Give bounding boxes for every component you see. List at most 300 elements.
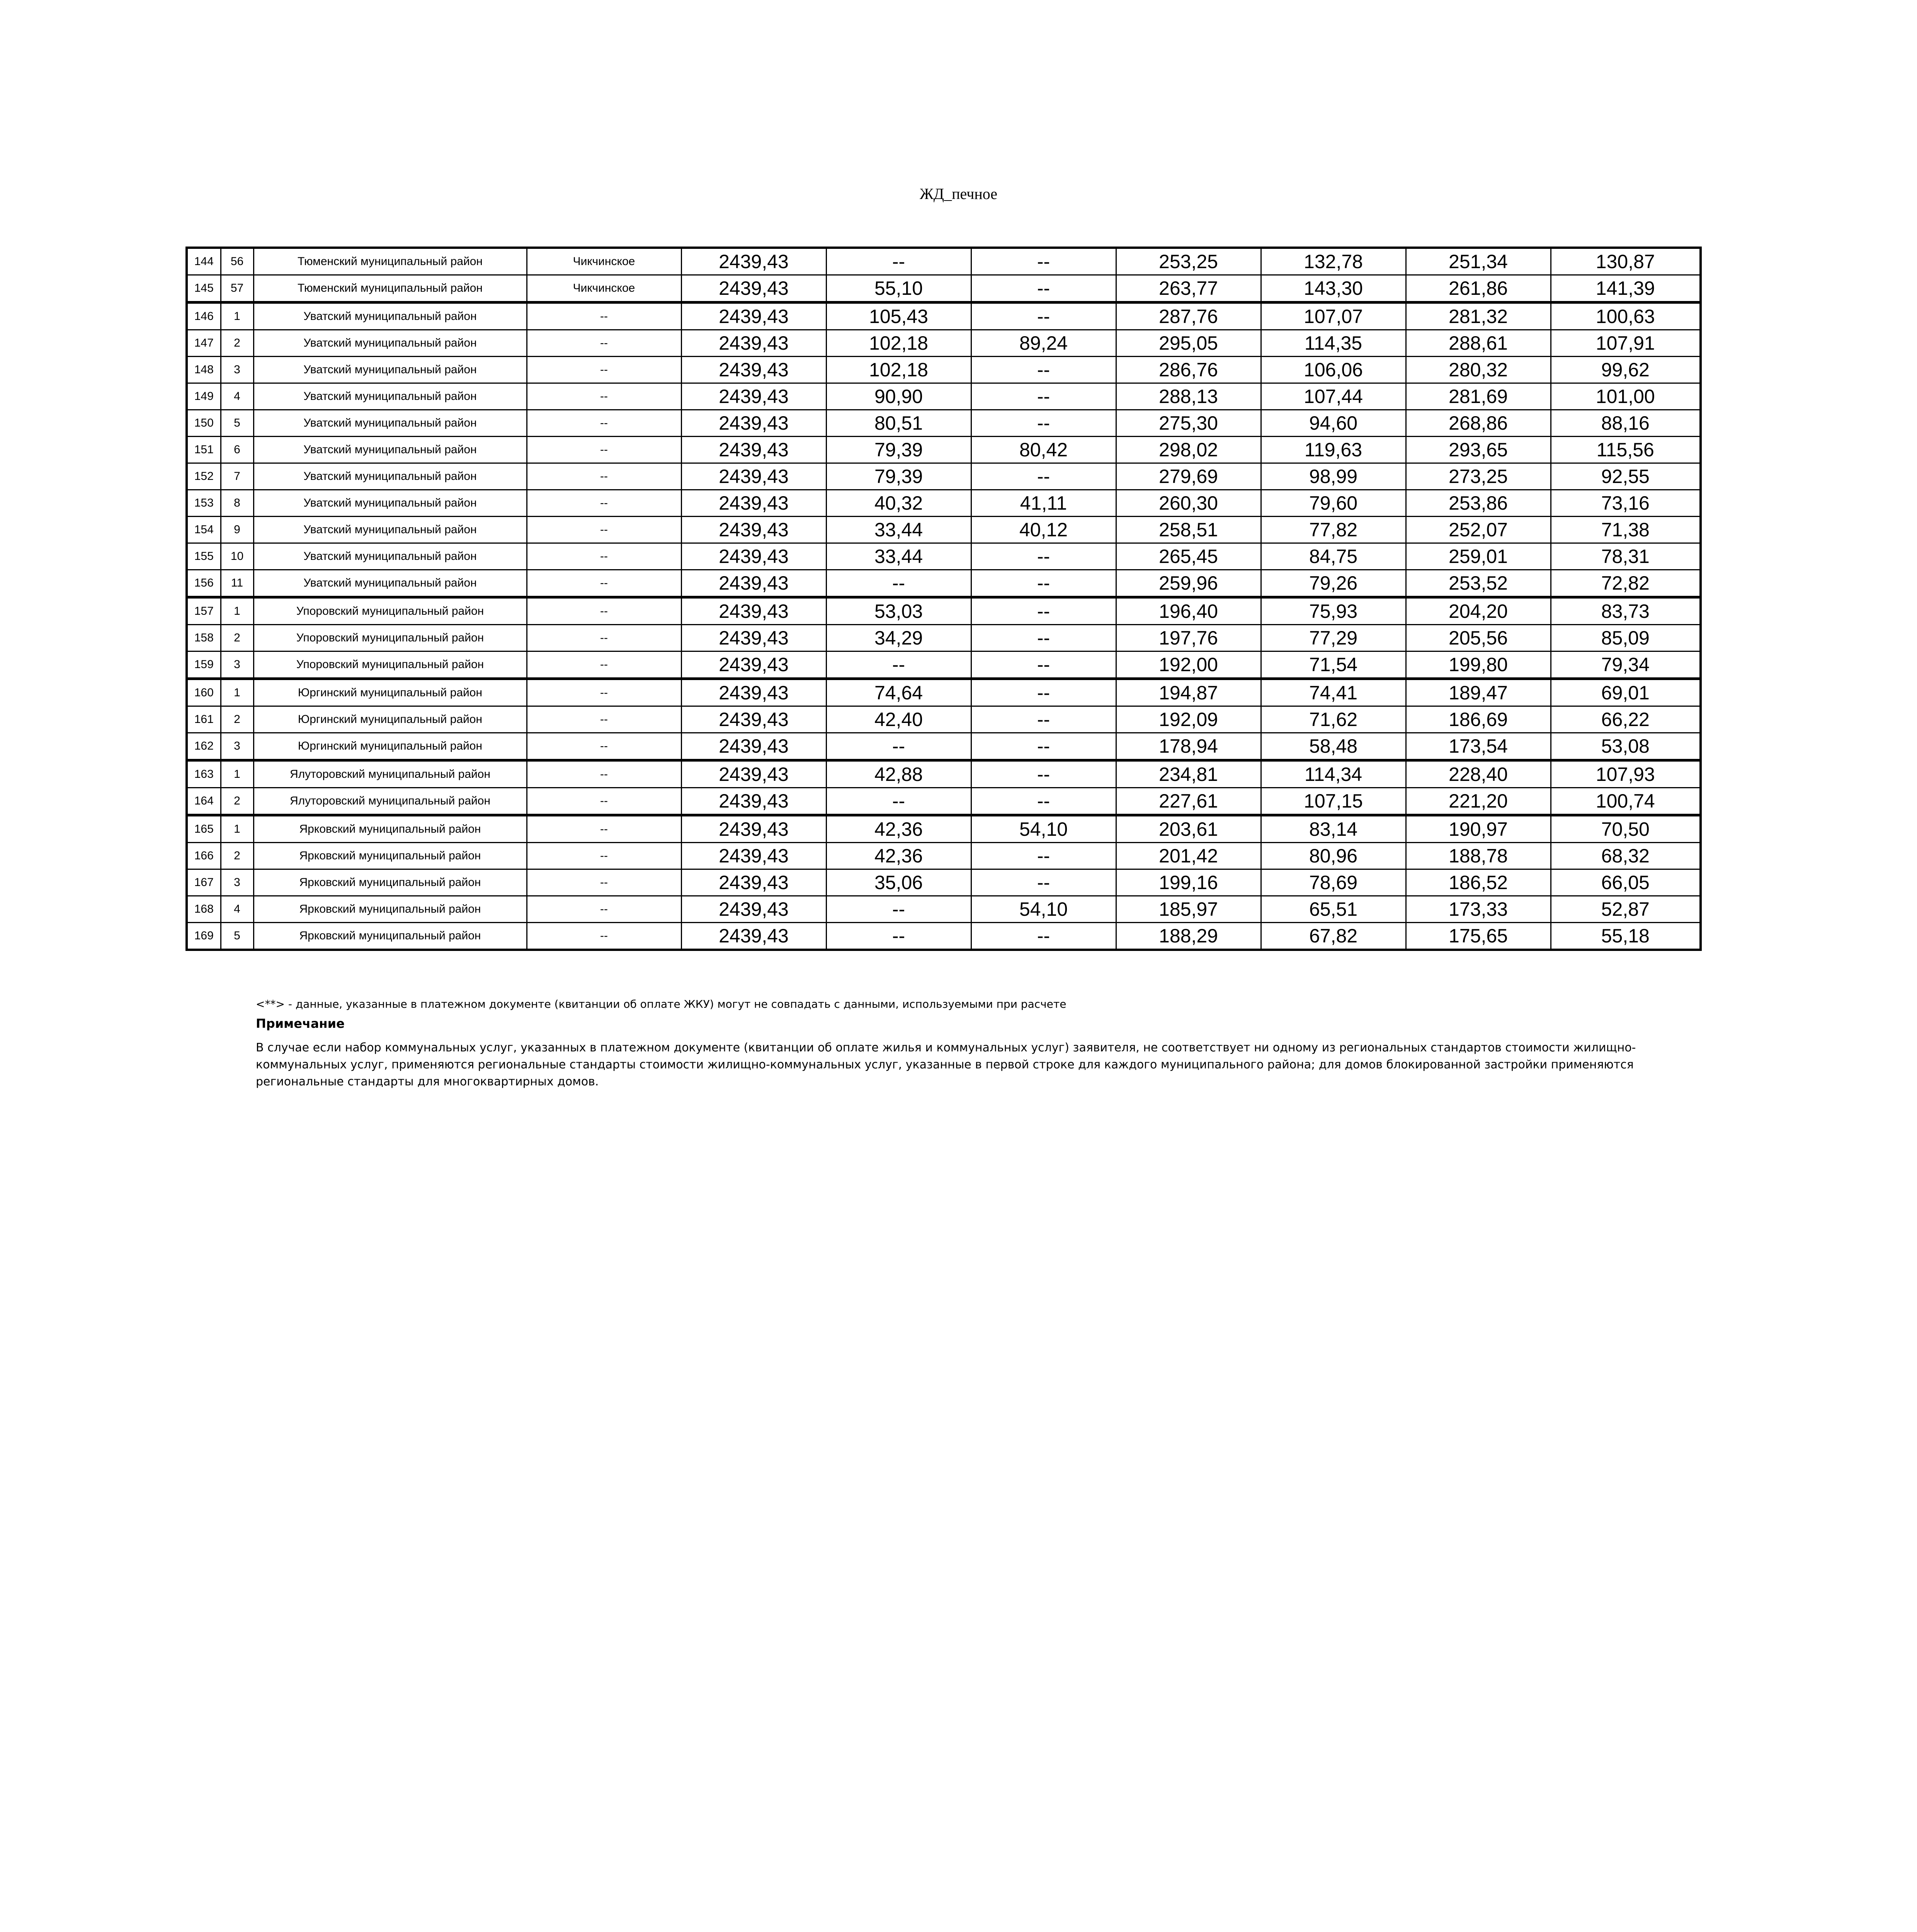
table-row — [187, 517, 1701, 543]
cell-value-3: -- — [971, 788, 1116, 815]
cell-sub-number: 2 — [221, 843, 253, 869]
cell-value-6: 288,61 — [1406, 330, 1551, 357]
cell-row-number: 162 — [187, 733, 221, 760]
cell-settlement: Чикчинское — [527, 275, 681, 303]
table-row — [187, 275, 1701, 303]
cell-value-2: -- — [826, 923, 971, 950]
cell-value-6: 251,34 — [1406, 248, 1551, 275]
cell-value-5: 79,60 — [1261, 490, 1406, 517]
cell-value-6: 268,86 — [1406, 410, 1551, 437]
cell-value-3: -- — [971, 303, 1116, 330]
cell-settlement: -- — [527, 357, 681, 383]
cell-value-6: 259,01 — [1406, 543, 1551, 570]
cell-value-2: -- — [826, 788, 971, 815]
cell-sub-number: 2 — [221, 625, 253, 651]
cell-value-4: 275,30 — [1116, 410, 1261, 437]
cell-value-6: 173,54 — [1406, 733, 1551, 760]
table-row — [187, 543, 1701, 570]
table-row — [187, 869, 1701, 896]
cell-value-2: 102,18 — [826, 330, 971, 357]
cell-value-4: 194,87 — [1116, 679, 1261, 706]
cell-value-4: 201,42 — [1116, 843, 1261, 869]
cell-sub-number: 1 — [221, 760, 253, 788]
cell-sub-number: 11 — [221, 570, 253, 597]
cell-sub-number: 1 — [221, 303, 253, 330]
cell-value-4: 196,40 — [1116, 597, 1261, 625]
cell-settlement: -- — [527, 437, 681, 463]
cell-value-1: 2439,43 — [681, 275, 826, 303]
cell-value-5: 84,75 — [1261, 543, 1406, 570]
cell-sub-number: 9 — [221, 517, 253, 543]
cell-value-3: -- — [971, 706, 1116, 733]
cell-value-6: 186,52 — [1406, 869, 1551, 896]
cell-value-2: -- — [826, 248, 971, 275]
cell-value-7: 69,01 — [1551, 679, 1701, 706]
cell-settlement: -- — [527, 760, 681, 788]
cell-value-6: 205,56 — [1406, 625, 1551, 651]
cell-value-5: 143,30 — [1261, 275, 1406, 303]
cell-value-3: -- — [971, 275, 1116, 303]
cell-row-number: 147 — [187, 330, 221, 357]
cell-value-1: 2439,43 — [681, 843, 826, 869]
cell-value-6: 273,25 — [1406, 463, 1551, 490]
table-row — [187, 760, 1701, 788]
cell-sub-number: 2 — [221, 788, 253, 815]
cell-settlement: Чикчинское — [527, 248, 681, 275]
cell-value-3: 89,24 — [971, 330, 1116, 357]
cell-value-3: -- — [971, 843, 1116, 869]
cell-settlement: -- — [527, 597, 681, 625]
cell-district: Упоровский муниципальный район — [253, 625, 527, 651]
cell-value-3: -- — [971, 597, 1116, 625]
cell-value-1: 2439,43 — [681, 760, 826, 788]
cell-settlement: -- — [527, 651, 681, 679]
cell-value-4: 288,13 — [1116, 383, 1261, 410]
cell-value-1: 2439,43 — [681, 490, 826, 517]
table-row — [187, 679, 1701, 706]
cell-value-6: 252,07 — [1406, 517, 1551, 543]
cell-value-4: 265,45 — [1116, 543, 1261, 570]
table-row — [187, 733, 1701, 760]
table-row — [187, 923, 1701, 950]
cell-district: Упоровский муниципальный район — [253, 651, 527, 679]
cell-value-2: -- — [826, 651, 971, 679]
standards-table — [185, 247, 1702, 951]
cell-value-5: 80,96 — [1261, 843, 1406, 869]
cell-value-1: 2439,43 — [681, 303, 826, 330]
cell-value-2: 80,51 — [826, 410, 971, 437]
cell-district: Уватский муниципальный район — [253, 490, 527, 517]
cell-value-2: 35,06 — [826, 869, 971, 896]
cell-value-7: 71,38 — [1551, 517, 1701, 543]
cell-value-1: 2439,43 — [681, 357, 826, 383]
note-text: В случае если набор коммунальных услуг, указанных в платежном документе (квитанции об оплате жилья и коммунальных услуг) заявителя, не соответствует ни одному из региональных стандартов стоимости жилищно-коммунальных услуг, применяются региональные стандарты стоимости жилищно-коммунальных услуг, указанные в первой строке для каждого муниципального района; для домов блокированной застройки применяются региональные стандарты для многоквартирных домов. — [256, 1041, 1636, 1088]
cell-district: Юргинский муниципальный район — [253, 679, 527, 706]
cell-value-7: 107,93 — [1551, 760, 1701, 788]
cell-value-3: 80,42 — [971, 437, 1116, 463]
cell-value-2: -- — [826, 733, 971, 760]
cell-value-5: 74,41 — [1261, 679, 1406, 706]
cell-sub-number: 1 — [221, 815, 253, 843]
cell-value-3: 54,10 — [971, 896, 1116, 923]
table-body — [187, 248, 1701, 950]
cell-value-6: 281,32 — [1406, 303, 1551, 330]
cell-value-3: 54,10 — [971, 815, 1116, 843]
cell-value-5: 98,99 — [1261, 463, 1406, 490]
cell-value-4: 287,76 — [1116, 303, 1261, 330]
cell-value-3: 40,12 — [971, 517, 1116, 543]
cell-value-7: 115,56 — [1551, 437, 1701, 463]
cell-district: Уватский муниципальный район — [253, 517, 527, 543]
cell-value-4: 203,61 — [1116, 815, 1261, 843]
cell-district: Уватский муниципальный район — [253, 303, 527, 330]
cell-row-number: 151 — [187, 437, 221, 463]
cell-value-4: 258,51 — [1116, 517, 1261, 543]
cell-district: Ялуторовский муниципальный район — [253, 760, 527, 788]
cell-value-3: -- — [971, 248, 1116, 275]
cell-value-7: 92,55 — [1551, 463, 1701, 490]
cell-value-5: 107,07 — [1261, 303, 1406, 330]
cell-value-6: 189,47 — [1406, 679, 1551, 706]
cell-value-7: 52,87 — [1551, 896, 1701, 923]
cell-value-2: 53,03 — [826, 597, 971, 625]
table-row — [187, 788, 1701, 815]
cell-value-2: 79,39 — [826, 437, 971, 463]
cell-value-7: 88,16 — [1551, 410, 1701, 437]
cell-district: Уватский муниципальный район — [253, 410, 527, 437]
table-row — [187, 303, 1701, 330]
cell-value-5: 106,06 — [1261, 357, 1406, 383]
cell-value-1: 2439,43 — [681, 815, 826, 843]
cell-value-3: -- — [971, 869, 1116, 896]
cell-value-1: 2439,43 — [681, 788, 826, 815]
cell-value-2: 79,39 — [826, 463, 971, 490]
cell-value-1: 2439,43 — [681, 733, 826, 760]
cell-settlement: -- — [527, 463, 681, 490]
cell-sub-number: 3 — [221, 651, 253, 679]
cell-settlement: -- — [527, 706, 681, 733]
cell-value-7: 85,09 — [1551, 625, 1701, 651]
cell-value-1: 2439,43 — [681, 706, 826, 733]
cell-value-1: 2439,43 — [681, 410, 826, 437]
cell-value-4: 260,30 — [1116, 490, 1261, 517]
cell-row-number: 155 — [187, 543, 221, 570]
cell-settlement: -- — [527, 733, 681, 760]
cell-value-1: 2439,43 — [681, 517, 826, 543]
cell-sub-number: 2 — [221, 706, 253, 733]
cell-row-number: 166 — [187, 843, 221, 869]
cell-value-7: 130,87 — [1551, 248, 1701, 275]
cell-value-1: 2439,43 — [681, 625, 826, 651]
cell-settlement: -- — [527, 330, 681, 357]
cell-value-1: 2439,43 — [681, 437, 826, 463]
cell-value-5: 119,63 — [1261, 437, 1406, 463]
cell-value-2: 90,90 — [826, 383, 971, 410]
cell-value-5: 107,44 — [1261, 383, 1406, 410]
cell-settlement: -- — [527, 869, 681, 896]
cell-value-5: 71,62 — [1261, 706, 1406, 733]
cell-value-2: 105,43 — [826, 303, 971, 330]
cell-district: Тюменский муниципальный район — [253, 275, 527, 303]
table-row — [187, 330, 1701, 357]
cell-settlement: -- — [527, 570, 681, 597]
cell-value-3: -- — [971, 383, 1116, 410]
cell-value-1: 2439,43 — [681, 248, 826, 275]
cell-row-number: 146 — [187, 303, 221, 330]
cell-value-5: 71,54 — [1261, 651, 1406, 679]
cell-value-5: 65,51 — [1261, 896, 1406, 923]
cell-sub-number: 3 — [221, 733, 253, 760]
cell-value-6: 221,20 — [1406, 788, 1551, 815]
cell-settlement: -- — [527, 788, 681, 815]
table-row — [187, 625, 1701, 651]
cell-district: Уватский муниципальный район — [253, 570, 527, 597]
cell-value-3: -- — [971, 760, 1116, 788]
cell-value-7: 53,08 — [1551, 733, 1701, 760]
cell-sub-number: 6 — [221, 437, 253, 463]
cell-value-4: 259,96 — [1116, 570, 1261, 597]
cell-sub-number: 1 — [221, 679, 253, 706]
cell-value-3: -- — [971, 625, 1116, 651]
cell-value-7: 107,91 — [1551, 330, 1701, 357]
cell-sub-number: 10 — [221, 543, 253, 570]
cell-value-3: -- — [971, 923, 1116, 950]
cell-district: Ялуторовский муниципальный район — [253, 788, 527, 815]
cell-value-3: -- — [971, 463, 1116, 490]
cell-value-6: 253,52 — [1406, 570, 1551, 597]
cell-row-number: 160 — [187, 679, 221, 706]
cell-row-number: 152 — [187, 463, 221, 490]
cell-row-number: 163 — [187, 760, 221, 788]
cell-row-number: 153 — [187, 490, 221, 517]
cell-value-4: 279,69 — [1116, 463, 1261, 490]
cell-sub-number: 2 — [221, 330, 253, 357]
cell-value-6: 281,69 — [1406, 383, 1551, 410]
cell-value-6: 186,69 — [1406, 706, 1551, 733]
cell-value-2: 102,18 — [826, 357, 971, 383]
cell-value-6: 199,80 — [1406, 651, 1551, 679]
cell-value-3: -- — [971, 543, 1116, 570]
cell-settlement: -- — [527, 410, 681, 437]
cell-row-number: 169 — [187, 923, 221, 950]
table-row — [187, 896, 1701, 923]
cell-value-2: 42,36 — [826, 815, 971, 843]
note-heading: Примечание — [256, 1016, 345, 1031]
cell-value-1: 2439,43 — [681, 597, 826, 625]
cell-row-number: 150 — [187, 410, 221, 437]
cell-value-7: 66,05 — [1551, 869, 1701, 896]
cell-sub-number: 7 — [221, 463, 253, 490]
cell-row-number: 154 — [187, 517, 221, 543]
cell-value-1: 2439,43 — [681, 869, 826, 896]
cell-value-7: 70,50 — [1551, 815, 1701, 843]
cell-value-6: 188,78 — [1406, 843, 1551, 869]
cell-value-1: 2439,43 — [681, 543, 826, 570]
cell-district: Уватский муниципальный район — [253, 437, 527, 463]
page-header-title: ЖД_печное — [919, 185, 998, 202]
cell-value-2: -- — [826, 570, 971, 597]
cell-value-3: -- — [971, 410, 1116, 437]
table-row — [187, 597, 1701, 625]
table-row — [187, 383, 1701, 410]
cell-value-2: 74,64 — [826, 679, 971, 706]
cell-value-5: 77,29 — [1261, 625, 1406, 651]
cell-district: Ярковский муниципальный район — [253, 815, 527, 843]
cell-district: Юргинский муниципальный район — [253, 733, 527, 760]
cell-value-5: 78,69 — [1261, 869, 1406, 896]
cell-value-4: 185,97 — [1116, 896, 1261, 923]
table-row — [187, 410, 1701, 437]
cell-value-3: 41,11 — [971, 490, 1116, 517]
cell-value-5: 114,35 — [1261, 330, 1406, 357]
cell-value-5: 132,78 — [1261, 248, 1406, 275]
cell-value-3: -- — [971, 570, 1116, 597]
footnote: <**> - данные, указанные в платежном документе (квитанции об оплате ЖКУ) могут не совпадать с данными, используемыми при расчете — [256, 998, 1067, 1010]
cell-settlement: -- — [527, 383, 681, 410]
cell-settlement: -- — [527, 815, 681, 843]
cell-value-6: 204,20 — [1406, 597, 1551, 625]
cell-value-6: 190,97 — [1406, 815, 1551, 843]
cell-row-number: 167 — [187, 869, 221, 896]
cell-value-3: -- — [971, 679, 1116, 706]
cell-value-5: 67,82 — [1261, 923, 1406, 950]
table-row — [187, 843, 1701, 869]
cell-value-2: 42,40 — [826, 706, 971, 733]
cell-district: Ярковский муниципальный район — [253, 896, 527, 923]
cell-value-1: 2439,43 — [681, 651, 826, 679]
cell-district: Уватский муниципальный район — [253, 330, 527, 357]
cell-value-4: 192,00 — [1116, 651, 1261, 679]
cell-value-7: 73,16 — [1551, 490, 1701, 517]
cell-settlement: -- — [527, 625, 681, 651]
table-row — [187, 815, 1701, 843]
cell-sub-number: 1 — [221, 597, 253, 625]
table-row — [187, 651, 1701, 679]
cell-sub-number: 3 — [221, 869, 253, 896]
cell-sub-number: 5 — [221, 410, 253, 437]
cell-value-4: 192,09 — [1116, 706, 1261, 733]
cell-value-2: 40,32 — [826, 490, 971, 517]
cell-value-4: 263,77 — [1116, 275, 1261, 303]
cell-value-7: 101,00 — [1551, 383, 1701, 410]
cell-value-6: 293,65 — [1406, 437, 1551, 463]
table-row — [187, 570, 1701, 597]
cell-value-7: 79,34 — [1551, 651, 1701, 679]
cell-value-4: 199,16 — [1116, 869, 1261, 896]
table-row — [187, 490, 1701, 517]
cell-row-number: 168 — [187, 896, 221, 923]
cell-value-2: 42,88 — [826, 760, 971, 788]
cell-value-4: 188,29 — [1116, 923, 1261, 950]
cell-value-3: -- — [971, 733, 1116, 760]
cell-value-7: 100,74 — [1551, 788, 1701, 815]
cell-row-number: 149 — [187, 383, 221, 410]
cell-value-6: 253,86 — [1406, 490, 1551, 517]
cell-row-number: 144 — [187, 248, 221, 275]
cell-value-1: 2439,43 — [681, 679, 826, 706]
cell-value-2: -- — [826, 896, 971, 923]
cell-value-1: 2439,43 — [681, 383, 826, 410]
cell-value-6: 175,65 — [1406, 923, 1551, 950]
cell-value-7: 55,18 — [1551, 923, 1701, 950]
cell-value-5: 107,15 — [1261, 788, 1406, 815]
cell-row-number: 148 — [187, 357, 221, 383]
table-row — [187, 248, 1701, 275]
cell-value-1: 2439,43 — [681, 896, 826, 923]
cell-settlement: -- — [527, 843, 681, 869]
cell-district: Тюменский муниципальный район — [253, 248, 527, 275]
cell-district: Ярковский муниципальный район — [253, 869, 527, 896]
table-row — [187, 463, 1701, 490]
cell-value-7: 99,62 — [1551, 357, 1701, 383]
cell-value-3: -- — [971, 357, 1116, 383]
cell-value-2: 34,29 — [826, 625, 971, 651]
cell-value-4: 227,61 — [1116, 788, 1261, 815]
cell-value-5: 77,82 — [1261, 517, 1406, 543]
cell-value-7: 78,31 — [1551, 543, 1701, 570]
cell-value-2: 33,44 — [826, 517, 971, 543]
cell-value-4: 253,25 — [1116, 248, 1261, 275]
cell-value-6: 280,32 — [1406, 357, 1551, 383]
cell-value-1: 2439,43 — [681, 463, 826, 490]
cell-value-7: 83,73 — [1551, 597, 1701, 625]
cell-value-7: 68,32 — [1551, 843, 1701, 869]
cell-row-number: 158 — [187, 625, 221, 651]
cell-district: Юргинский муниципальный район — [253, 706, 527, 733]
cell-value-1: 2439,43 — [681, 330, 826, 357]
table-row — [187, 357, 1701, 383]
table-row — [187, 706, 1701, 733]
cell-value-7: 141,39 — [1551, 275, 1701, 303]
cell-settlement: -- — [527, 303, 681, 330]
cell-sub-number: 57 — [221, 275, 253, 303]
cell-sub-number: 3 — [221, 357, 253, 383]
cell-value-7: 72,82 — [1551, 570, 1701, 597]
cell-settlement: -- — [527, 543, 681, 570]
cell-district: Упоровский муниципальный район — [253, 597, 527, 625]
cell-value-7: 100,63 — [1551, 303, 1701, 330]
cell-value-6: 173,33 — [1406, 896, 1551, 923]
cell-settlement: -- — [527, 517, 681, 543]
cell-value-5: 94,60 — [1261, 410, 1406, 437]
cell-value-4: 295,05 — [1116, 330, 1261, 357]
cell-value-1: 2439,43 — [681, 570, 826, 597]
cell-value-5: 58,48 — [1261, 733, 1406, 760]
cell-row-number: 159 — [187, 651, 221, 679]
cell-row-number: 164 — [187, 788, 221, 815]
cell-value-2: 55,10 — [826, 275, 971, 303]
table-row — [187, 437, 1701, 463]
cell-district: Уватский муниципальный район — [253, 543, 527, 570]
cell-settlement: -- — [527, 679, 681, 706]
cell-settlement: -- — [527, 923, 681, 950]
cell-value-6: 261,86 — [1406, 275, 1551, 303]
cell-row-number: 165 — [187, 815, 221, 843]
cell-row-number: 157 — [187, 597, 221, 625]
cell-value-5: 114,34 — [1261, 760, 1406, 788]
cell-value-4: 286,76 — [1116, 357, 1261, 383]
cell-row-number: 156 — [187, 570, 221, 597]
cell-value-4: 197,76 — [1116, 625, 1261, 651]
cell-sub-number: 56 — [221, 248, 253, 275]
cell-settlement: -- — [527, 896, 681, 923]
cell-value-2: 42,36 — [826, 843, 971, 869]
cell-value-7: 66,22 — [1551, 706, 1701, 733]
cell-district: Уватский муниципальный район — [253, 383, 527, 410]
cell-value-1: 2439,43 — [681, 923, 826, 950]
cell-district: Уватский муниципальный район — [253, 463, 527, 490]
cell-value-3: -- — [971, 651, 1116, 679]
